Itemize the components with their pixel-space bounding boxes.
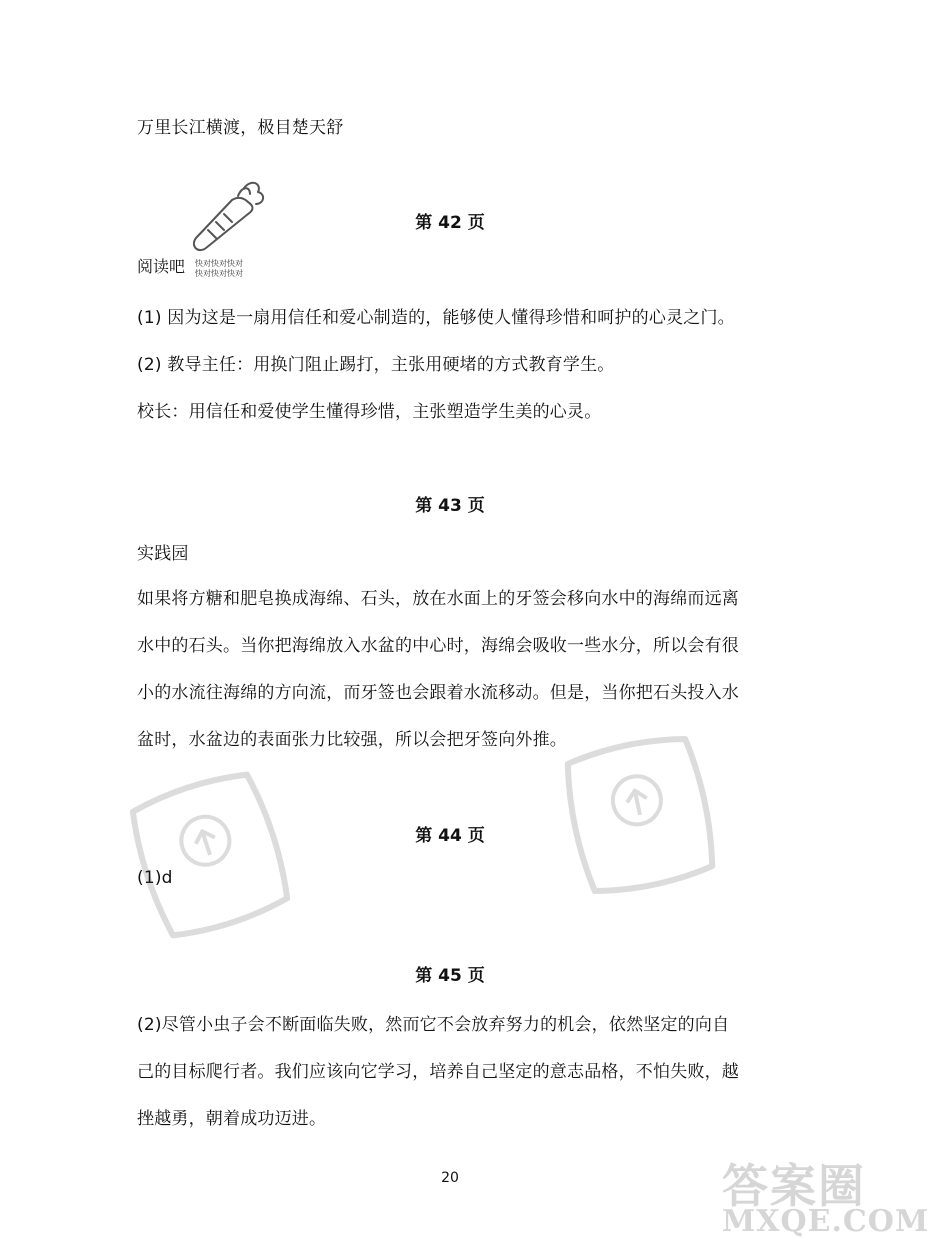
reading-sublabel [195,259,243,279]
answer-line: (2) 教导主任：用换门阻止踢打，主张用硬堵的方式教育学生。 [137,355,615,375]
reading-sublabel-line: 快对快对快对 [195,269,243,278]
answer-line: 水中的石头。当你把海绵放入水盆的中心时，海绵会吸收一些水分，所以会有很 [137,636,739,656]
answer-line: (1)d [137,868,173,888]
site-watermark-logo: 答案圈 [722,1159,866,1213]
reading-label: 阅读吧 [137,257,186,276]
page-number: 20 [441,1170,459,1186]
answer-line: 盆时，水盆边的表面张力比较强，所以会把牙签向外推。 [137,730,567,750]
section-heading-44: 第 44 页 [415,826,485,846]
section-subtitle: 实践园 [137,544,189,564]
top-line: 万里长江横渡，极目楚天舒 [137,118,344,138]
site-watermark-url: MXQE.COM [722,1204,929,1239]
answer-line: 小的水流往海绵的方向流，而牙签也会跟着水流移动。但是，当你把石头投入水 [137,683,739,703]
watermark-stamp [120,760,300,950]
answer-line: 校长：用信任和爱使学生懂得珍惜，主张塑造学生美的心灵。 [137,402,602,422]
answer-line: 己的目标爬行者。我们应该向它学习，培养自己坚定的意志品格，不怕失败，越 [137,1062,739,1082]
answer-line: (1) 因为这是一扇用信任和爱心制造的，能够使人懂得珍惜和呵护的心灵之门。 [137,308,735,328]
answer-line: (2)尽管小虫子会不断面临失败，然而它不会放弃努力的机会，依然坚定的向自 [137,1015,730,1035]
answer-line: 如果将方糖和肥皂换成海绵、石头，放在水面上的牙签会移向水中的海绵而远离 [137,589,739,609]
reading-sublabel-line: 快对快对快对 [195,259,243,268]
section-heading-45: 第 45 页 [415,966,485,986]
section-heading-42: 第 42 页 [415,213,485,233]
answer-line: 挫越勇，朝着成功迈进。 [137,1109,327,1129]
watermark-stamp [550,720,730,910]
section-heading-43: 第 43 页 [415,496,485,516]
